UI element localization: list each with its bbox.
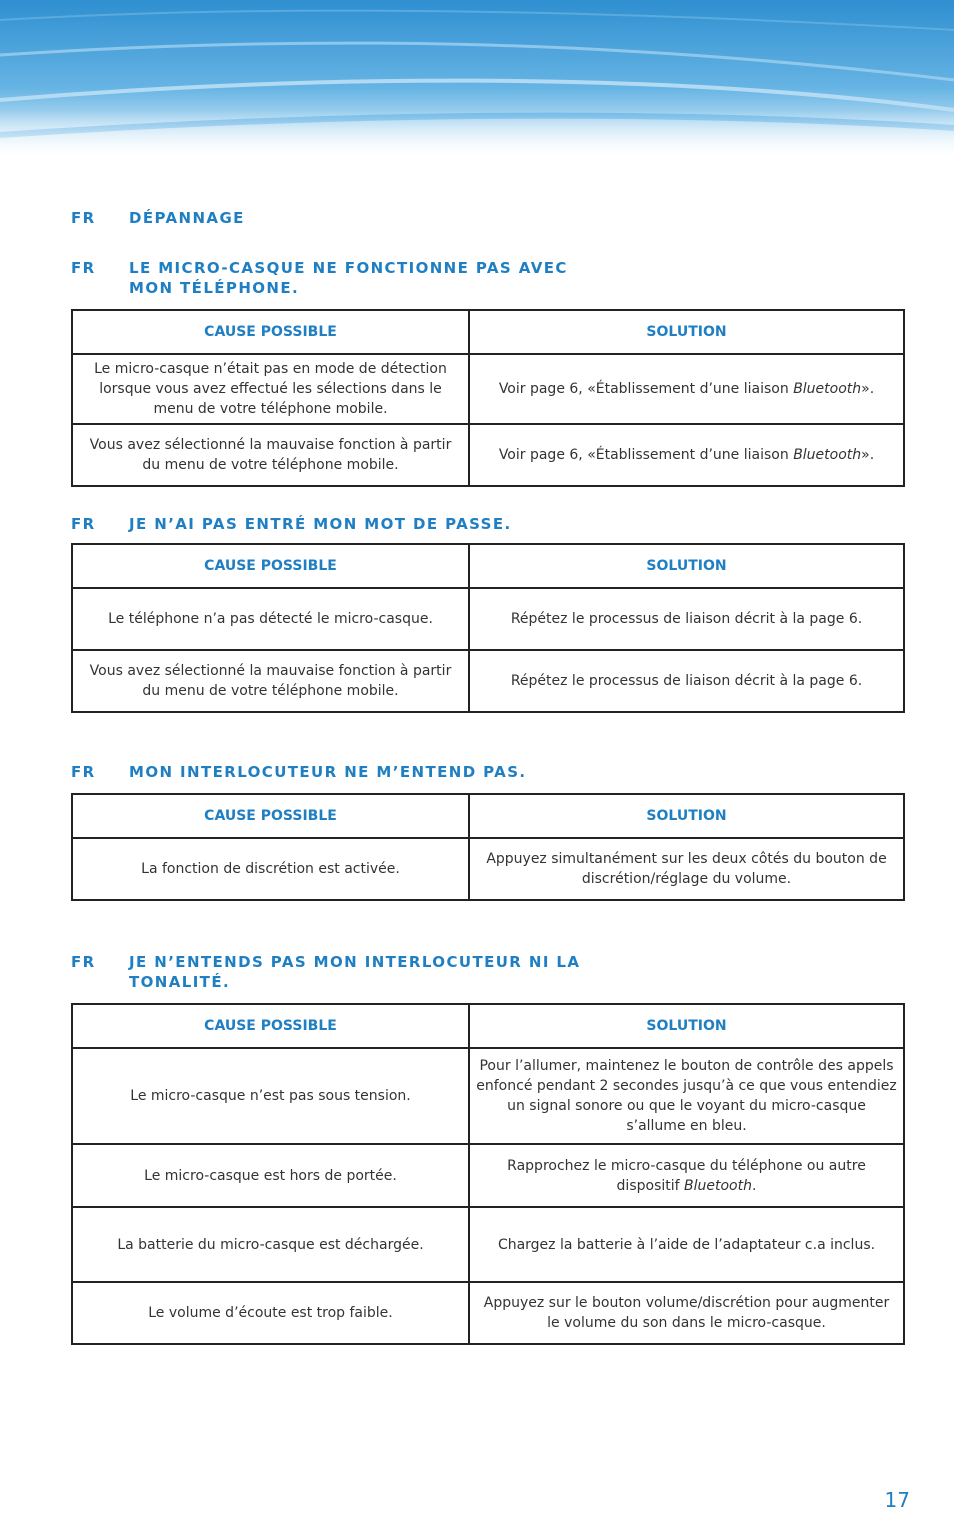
table-row: [72, 1207, 904, 1282]
heading-title-line-2: MON TÉLÉPHONE.: [129, 279, 300, 297]
solution-cell: Pour l’allumer, maintenez le bouton de contrôle des appels enfoncé pendant 2 secondes jusqu’à ce que vous entendiez un signal sonore ou que le voyant du micro-casque s’allume en bleu.: [469, 1048, 904, 1144]
troubleshooting-table-4: [71, 1003, 905, 1345]
table-header-row: [72, 1004, 904, 1048]
section-heading-depannage: [71, 208, 901, 228]
lang-code: FR: [71, 953, 96, 971]
cause-cell: Le micro-casque est hors de portée.: [72, 1144, 469, 1207]
solution-cell: [469, 1144, 904, 1207]
heading-title-line-2: TONALITÉ.: [129, 973, 231, 991]
solution-emphasis: Bluetooth: [793, 381, 862, 397]
solution-text: Voir page 6, «Établissement d’une liaison: [498, 381, 794, 397]
table-row: [72, 1048, 904, 1144]
page-number: 17: [884, 1488, 910, 1512]
troubleshooting-table-2: [71, 543, 905, 713]
lang-code: FR: [71, 209, 96, 227]
table-row: [72, 838, 904, 900]
section-heading-passcode: [71, 514, 901, 534]
heading-title-line-1: LE MICRO-CASQUE NE FONCTIONNE PAS AVEC: [129, 259, 568, 277]
table-header-row: [72, 310, 904, 354]
solution-text-end: .: [751, 1177, 757, 1194]
heading-title: DÉPANNAGE: [129, 209, 245, 227]
header-cause: CAUSE POSSIBLE: [72, 1004, 469, 1048]
solution-cell: Appuyez simultanément sur les deux côtés du bouton de discrétion/réglage du volume.: [469, 838, 904, 900]
header-solution: SOLUTION: [469, 794, 904, 838]
header-solution: SOLUTION: [469, 1004, 904, 1048]
table-row: [72, 588, 904, 650]
table-row: [72, 650, 904, 712]
lang-code: FR: [71, 515, 96, 533]
heading-title: JE N’AI PAS ENTRÉ MON MOT DE PASSE.: [129, 515, 512, 533]
cause-cell: Le téléphone n’a pas détecté le micro-casque.: [72, 588, 469, 650]
table-header-row: [72, 544, 904, 588]
header-cause: CAUSE POSSIBLE: [72, 794, 469, 838]
header-cause: CAUSE POSSIBLE: [72, 310, 469, 354]
solution-emphasis: Bluetooth: [793, 447, 862, 463]
table-row: [72, 354, 904, 424]
solution-cell: Répétez le processus de liaison décrit à la page 6.: [469, 650, 904, 712]
heading-title: [129, 258, 901, 298]
solution-text-end: ».: [861, 447, 875, 463]
cause-cell: Vous avez sélectionné la mauvaise fonction à partir du menu de votre téléphone mobile.: [72, 650, 469, 712]
heading-title: MON INTERLOCUTEUR NE M’ENTEND PAS.: [129, 763, 527, 781]
lang-code: FR: [71, 763, 96, 781]
solution-cell: Répétez le processus de liaison décrit à la page 6.: [469, 588, 904, 650]
section-heading-headset-not-working: [71, 258, 901, 298]
header-solution: SOLUTION: [469, 544, 904, 588]
troubleshooting-table-1: [71, 309, 905, 487]
header-banner: [0, 0, 954, 160]
header-solution: SOLUTION: [469, 310, 904, 354]
solution-cell: [469, 354, 904, 424]
solution-emphasis: Bluetooth: [684, 1177, 752, 1194]
heading-title-line-1: JE N’ENTENDS PAS MON INTERLOCUTEUR NI LA: [129, 953, 581, 971]
solution-cell: Chargez la batterie à l’aide de l’adaptateur c.a inclus.: [469, 1207, 904, 1282]
cause-cell: Le volume d’écoute est trop faible.: [72, 1282, 469, 1344]
solution-text: Voir page 6, «Établissement d’une liaison: [498, 447, 794, 463]
solution-cell: Appuyez sur le bouton volume/discrétion pour augmenter le volume du son dans le micro-casque.: [469, 1282, 904, 1344]
troubleshooting-table-3: [71, 793, 905, 901]
solution-text: Rapprochez le micro-casque du téléphone ou autre dispositif: [507, 1157, 866, 1194]
section-heading-cannot-hear-caller: [71, 952, 901, 992]
solution-cell: [469, 424, 904, 486]
cause-cell: La fonction de discrétion est activée.: [72, 838, 469, 900]
table-row: [72, 1144, 904, 1207]
header-cause: CAUSE POSSIBLE: [72, 544, 469, 588]
cause-cell: Vous avez sélectionné la mauvaise fonction à partir du menu de votre téléphone mobile.: [72, 424, 469, 486]
cause-cell: La batterie du micro-casque est déchargée.: [72, 1207, 469, 1282]
table-row: [72, 424, 904, 486]
table-header-row: [72, 794, 904, 838]
cause-cell: Le micro-casque n’était pas en mode de détection lorsque vous avez effectué les sélections dans le menu de votre téléphone mobile.: [72, 354, 469, 424]
table-row: [72, 1282, 904, 1344]
solution-text-end: ».: [861, 381, 875, 397]
section-heading-other-party-cannot-hear: [71, 762, 901, 782]
lang-code: FR: [71, 259, 96, 277]
cause-cell: Le micro-casque n’est pas sous tension.: [72, 1048, 469, 1144]
heading-title: [129, 952, 901, 992]
